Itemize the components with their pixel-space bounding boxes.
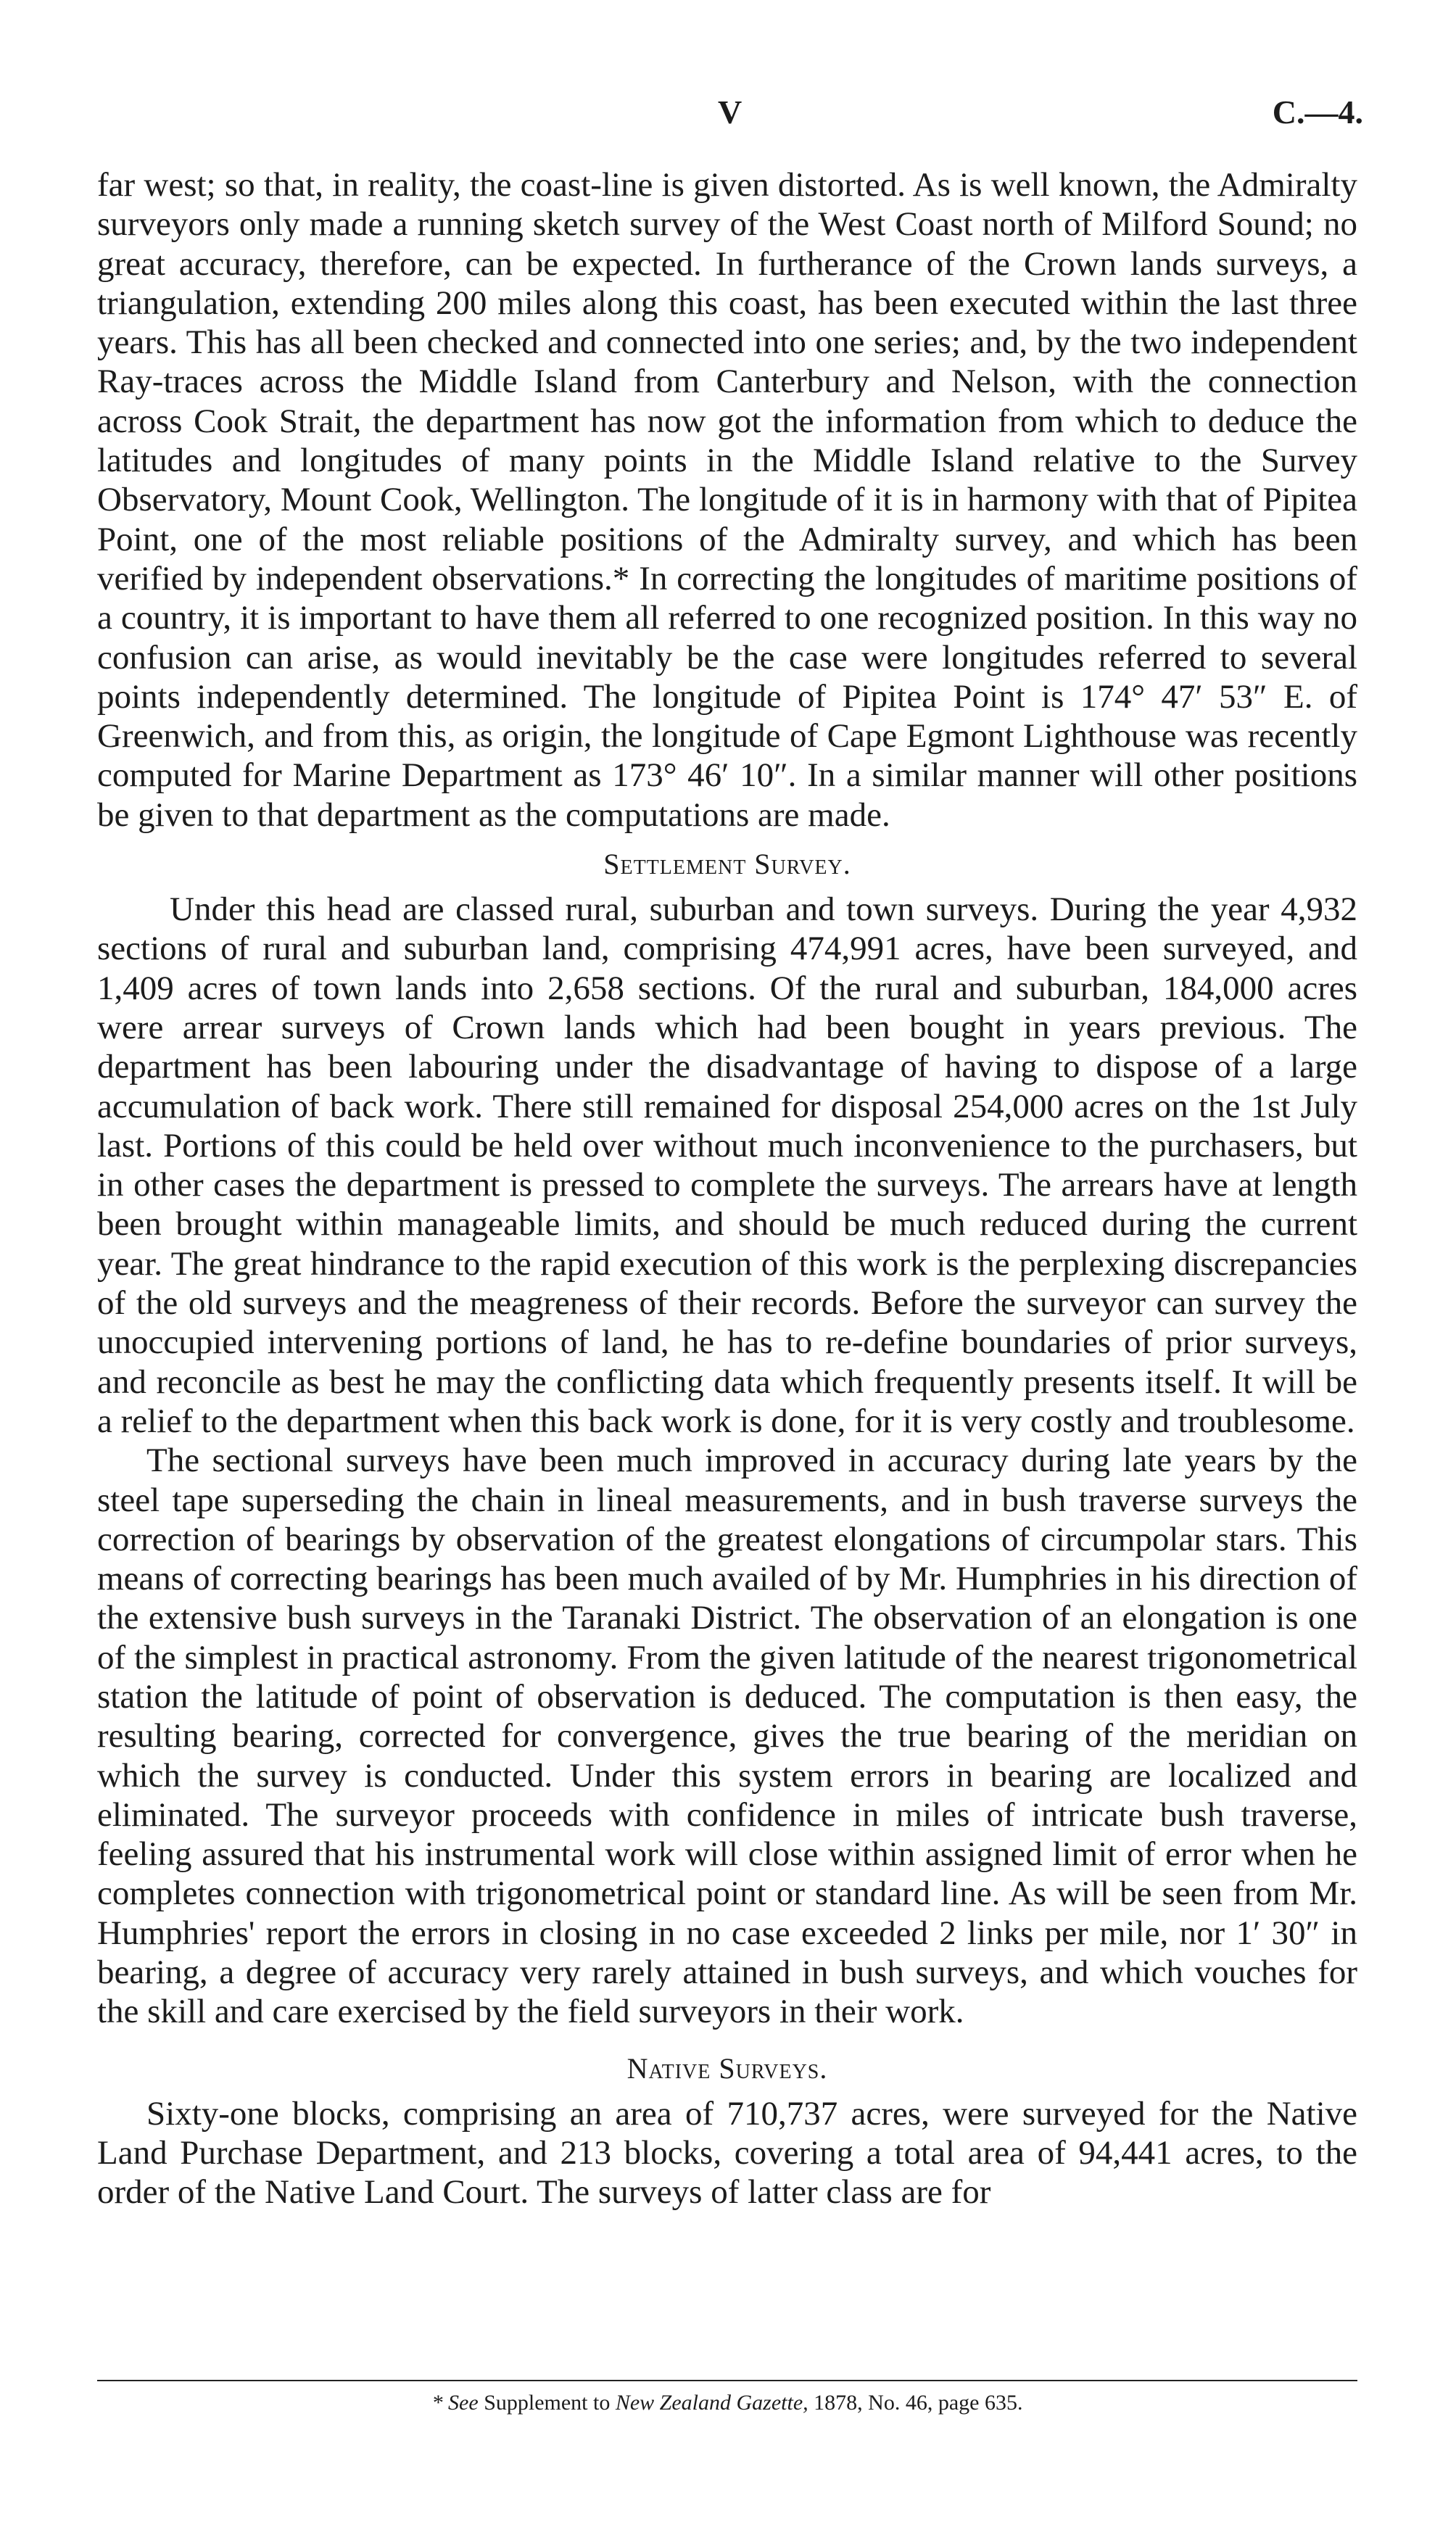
section-heading-native-surveys: Native Surveys. bbox=[626, 2051, 828, 2085]
footnote-text-after: 1878, No. 46, page 635. bbox=[814, 2391, 1023, 2415]
footnote bbox=[97, 2389, 1357, 2418]
text-column bbox=[97, 165, 1357, 2212]
paragraph-settlement-survey: Under this head are classed rural, suburban and town surveys. During the year 4,932 sections of rural and suburban land, comprising 474,991 acres, have been surveyed, and 1,409 acres of town lands into 2,658 sections. Of the rural and suburban, 184,000 acres were arrear surveys of Crown lands which had been bought in years previous. The department has been labouring under the disadvantage of having to dispose of a large accumulation of back work. There still remained for disposal 254,000 acres on the 1st July last. Portions of this could be held over without much inconvenience to the purchasers, but in other cases the department is pressed to complete the surveys. The arrears have at length been brought within manageable limits, and should be much reduced during the current year. The great hindrance to the rapid execution of this work is the perplexing discrepancies of the old surveys and the meagreness of their records. Before the surveyor can survey the unoccupied intervening portions of land, he has to re-define boundaries of prior surveys, and reconcile as best he may the conflicting data which frequently presents itself. It will be a relief to the department when this back work is done, for it is very costly and troublesome. bbox=[97, 890, 1357, 1440]
document-code: C.—4. bbox=[1272, 94, 1363, 131]
page-number: V bbox=[718, 94, 743, 131]
footnote-publication: New Zealand Gazette, bbox=[615, 2391, 808, 2415]
paragraph-native-surveys: Sixty-one blocks, comprising an area of 710,737 acres, were surveyed for the Native Land Purchase Department, and 213 blocks, covering a total area of 94,441 acres, to the order of the Native Land Court. The surveys of latter class are for bbox=[97, 2094, 1357, 2212]
paragraph-sectional-surveys: The sectional surveys have been much improved in accuracy during late years by the steel tape superseding the chain in lineal measurements, and in bush traverse surveys the correction of bearings by observation of the greatest elongations of circumpolar stars. This means of correcting bearings has been much availed of by Mr. Humphries in his direction of the extensive bush surveys in the Taranaki District. The observation of an elongation is one of the simplest in practical astronomy. From the given latitude of the nearest trigonometrical station the latitude of point of observation is deduced. The computation is then easy, the resulting bearing, corrected for convergence, gives the true bearing of the meridian on which the survey is conducted. Under this system errors in bearing are localized and eliminated. The surveyor proceeds with confidence in miles of intricate bush traverse, feeling assured that his instrumental work will close within assigned limit of error when he completes connection with trigonometrical point or standard line. As will be seen from Mr. Humphries' report the errors in closing in no case exceeded 2 links per mile, nor 1′ 30″ in bearing, a degree of accuracy very rarely attained in bush surveys, and which vouches for the skill and care exercised by the field surveyors in their work. bbox=[97, 1442, 1357, 2031]
footnote-marker: * See bbox=[431, 2391, 479, 2415]
footnote-divider bbox=[97, 2380, 1357, 2381]
paragraph-coast-line: far west; so that, in reality, the coast-line is given distorted. As is well known, the Admiralty surveyors only made a running sketch survey of the West Coast north of Milford Sound; no great accuracy, therefore, can be expected. In furtherance of the Crown lands surveys, a triangulation, extending 200 miles along this coast, has been executed within the last three years. This has all been checked and connected into one series; and, by the two independent Ray-traces across the Middle Island from Canterbury and Nelson, with the connection across Cook Strait, the department has now got the information from which to deduce the latitudes and longitudes of many points in the Middle Island relative to the Survey Observatory, Mount Cook, Wellington. The longitude of it is in harmony with that of Pipitea Point, one of the most reliable positions of the Admiralty survey, and which has been verified by independent observations.* In correcting the longitudes of maritime positions of a country, it is important to have them all referred to one recognized position. In this way no confusion can arise, as would inevitably be the case were longitudes referred to several points independently determined. The longitude of Pipitea Point is 174° 47′ 53″ E. of Greenwich, and from this, as origin, the longitude of Cape Egmont Lighthouse was recently computed for Marine Department as 173° 46′ 10″. In a similar manner will other positions be given to that department as the computations are made. bbox=[97, 166, 1357, 834]
footnote-text-before: Supplement to bbox=[484, 2391, 611, 2415]
section-heading-settlement-survey: Settlement Survey. bbox=[603, 848, 851, 881]
